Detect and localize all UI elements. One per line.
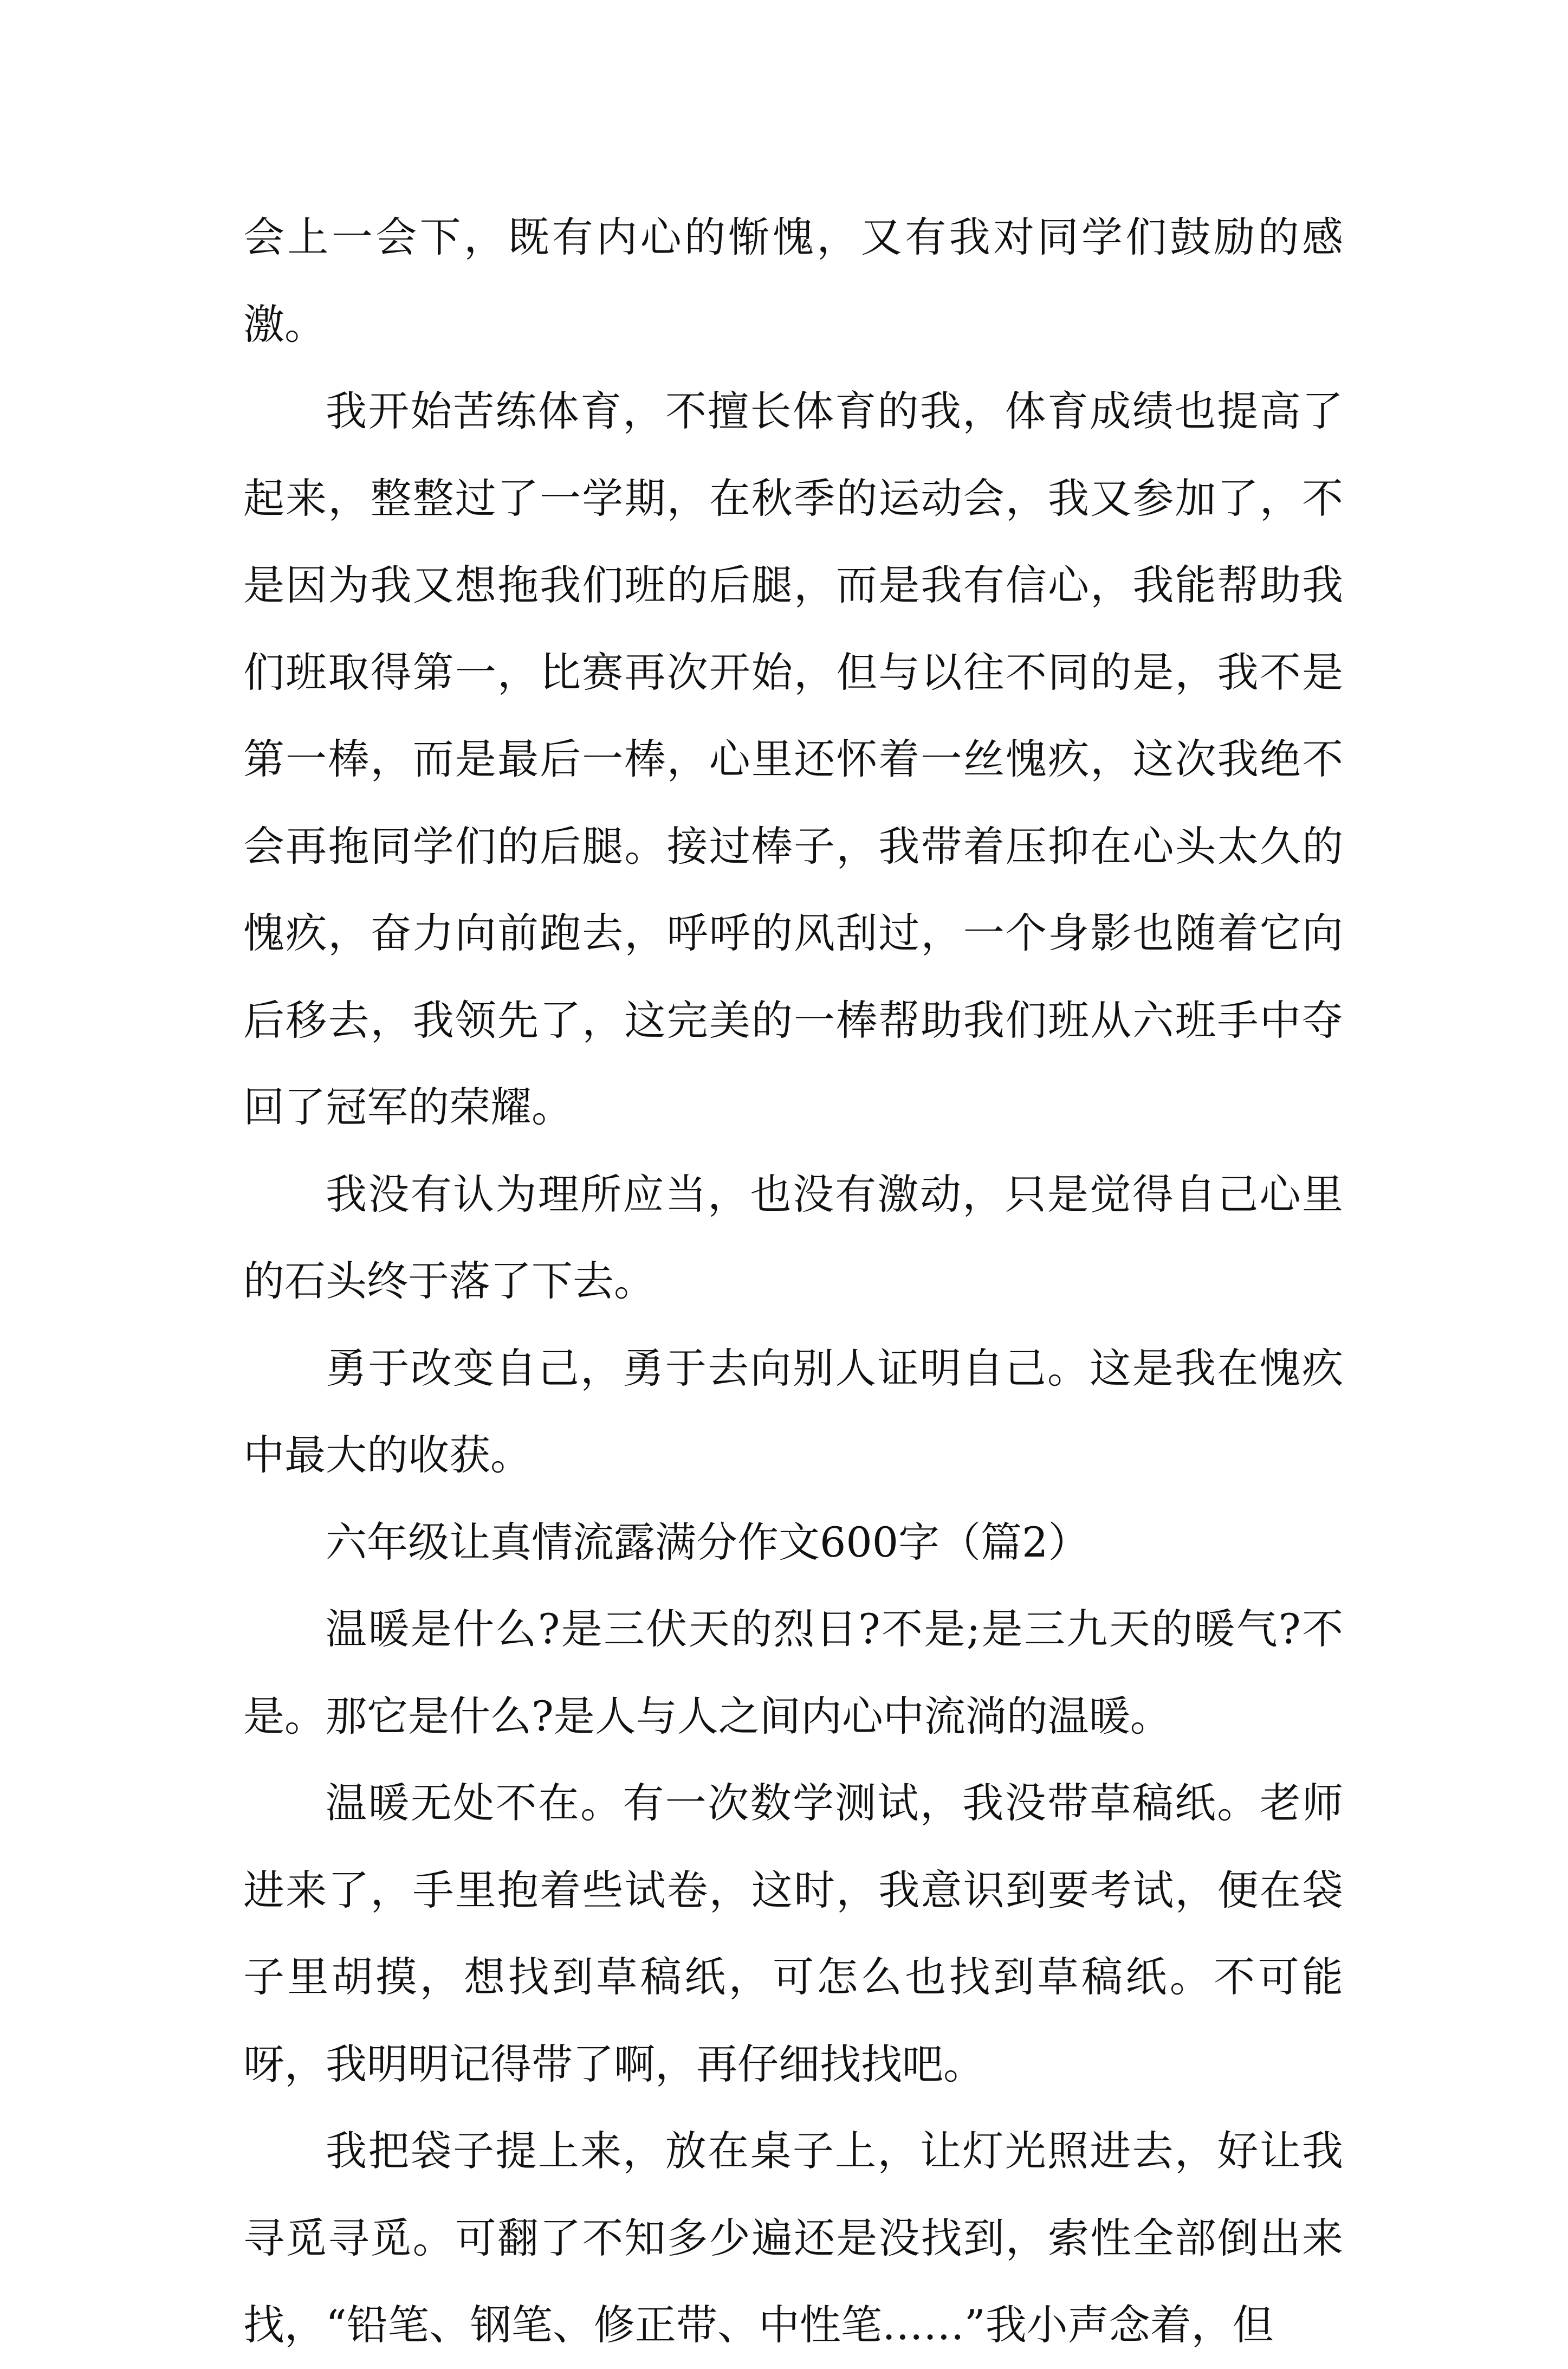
paragraph: 勇于改变自己，勇于去向别人证明自己。这是我在愧疚中最大的收获。 [243, 1344, 1343, 1479]
paragraph: 我没有认为理所应当，也没有激动，只是觉得自己心里的石头终于落了下去。 [243, 1170, 1343, 1305]
paragraph: 我把袋子提上来，放在桌子上，让灯光照进去，好让我寻觅寻觅。可翻了不知多少遍还是没找到，索性全部倒出来找，“铅笔、钢笔、修正带、中性笔……”我小声念着，但 [243, 2127, 1343, 2349]
paragraph: 温暖无处不在。有一次数学测试，我没带草稿纸。老师进来了，手里抱着些试卷，这时，我意识到要考试，便在袋子里胡摸，想找到草稿纸，可怎么也找到草稿纸。不可能呀，我明明记得带了啊，再仔细找找吧。 [243, 1779, 1343, 2088]
paragraph: 温暖是什么?是三伏天的烈日?不是;是三九天的暖气?不是。那它是什么?是人与人之间内心中流淌的温暖。 [243, 1605, 1343, 1740]
paragraph: 会上一会下，既有内心的惭愧，又有我对同学们鼓励的感激。 [243, 213, 1343, 348]
essay-heading: 六年级让真情流露满分作文600字（篇2） [326, 1518, 1090, 1566]
essay-body [243, 194, 1343, 2369]
paragraph: 我开始苦练体育，不擅长体育的我，体育成绩也提高了起来，整整过了一学期，在秋季的运动会，我又参加了，不是因为我又想拖我们班的后腿，而是我有信心，我能帮助我们班取得第一，比赛再次开始，但与以往不同的是，我不是第一棒，而是最后一棒，心里还怀着一丝愧疚，这次我绝不会再拖同学们的后腿。接过棒子，我带着压抑在心头太久的愧疚，奋力向前跑去，呼呼的风刮过，一个身影也随着它向后移去，我领先了，这完美的一棒帮助我们班从六班手中夺回了冠军的荣耀。 [243, 387, 1343, 1131]
